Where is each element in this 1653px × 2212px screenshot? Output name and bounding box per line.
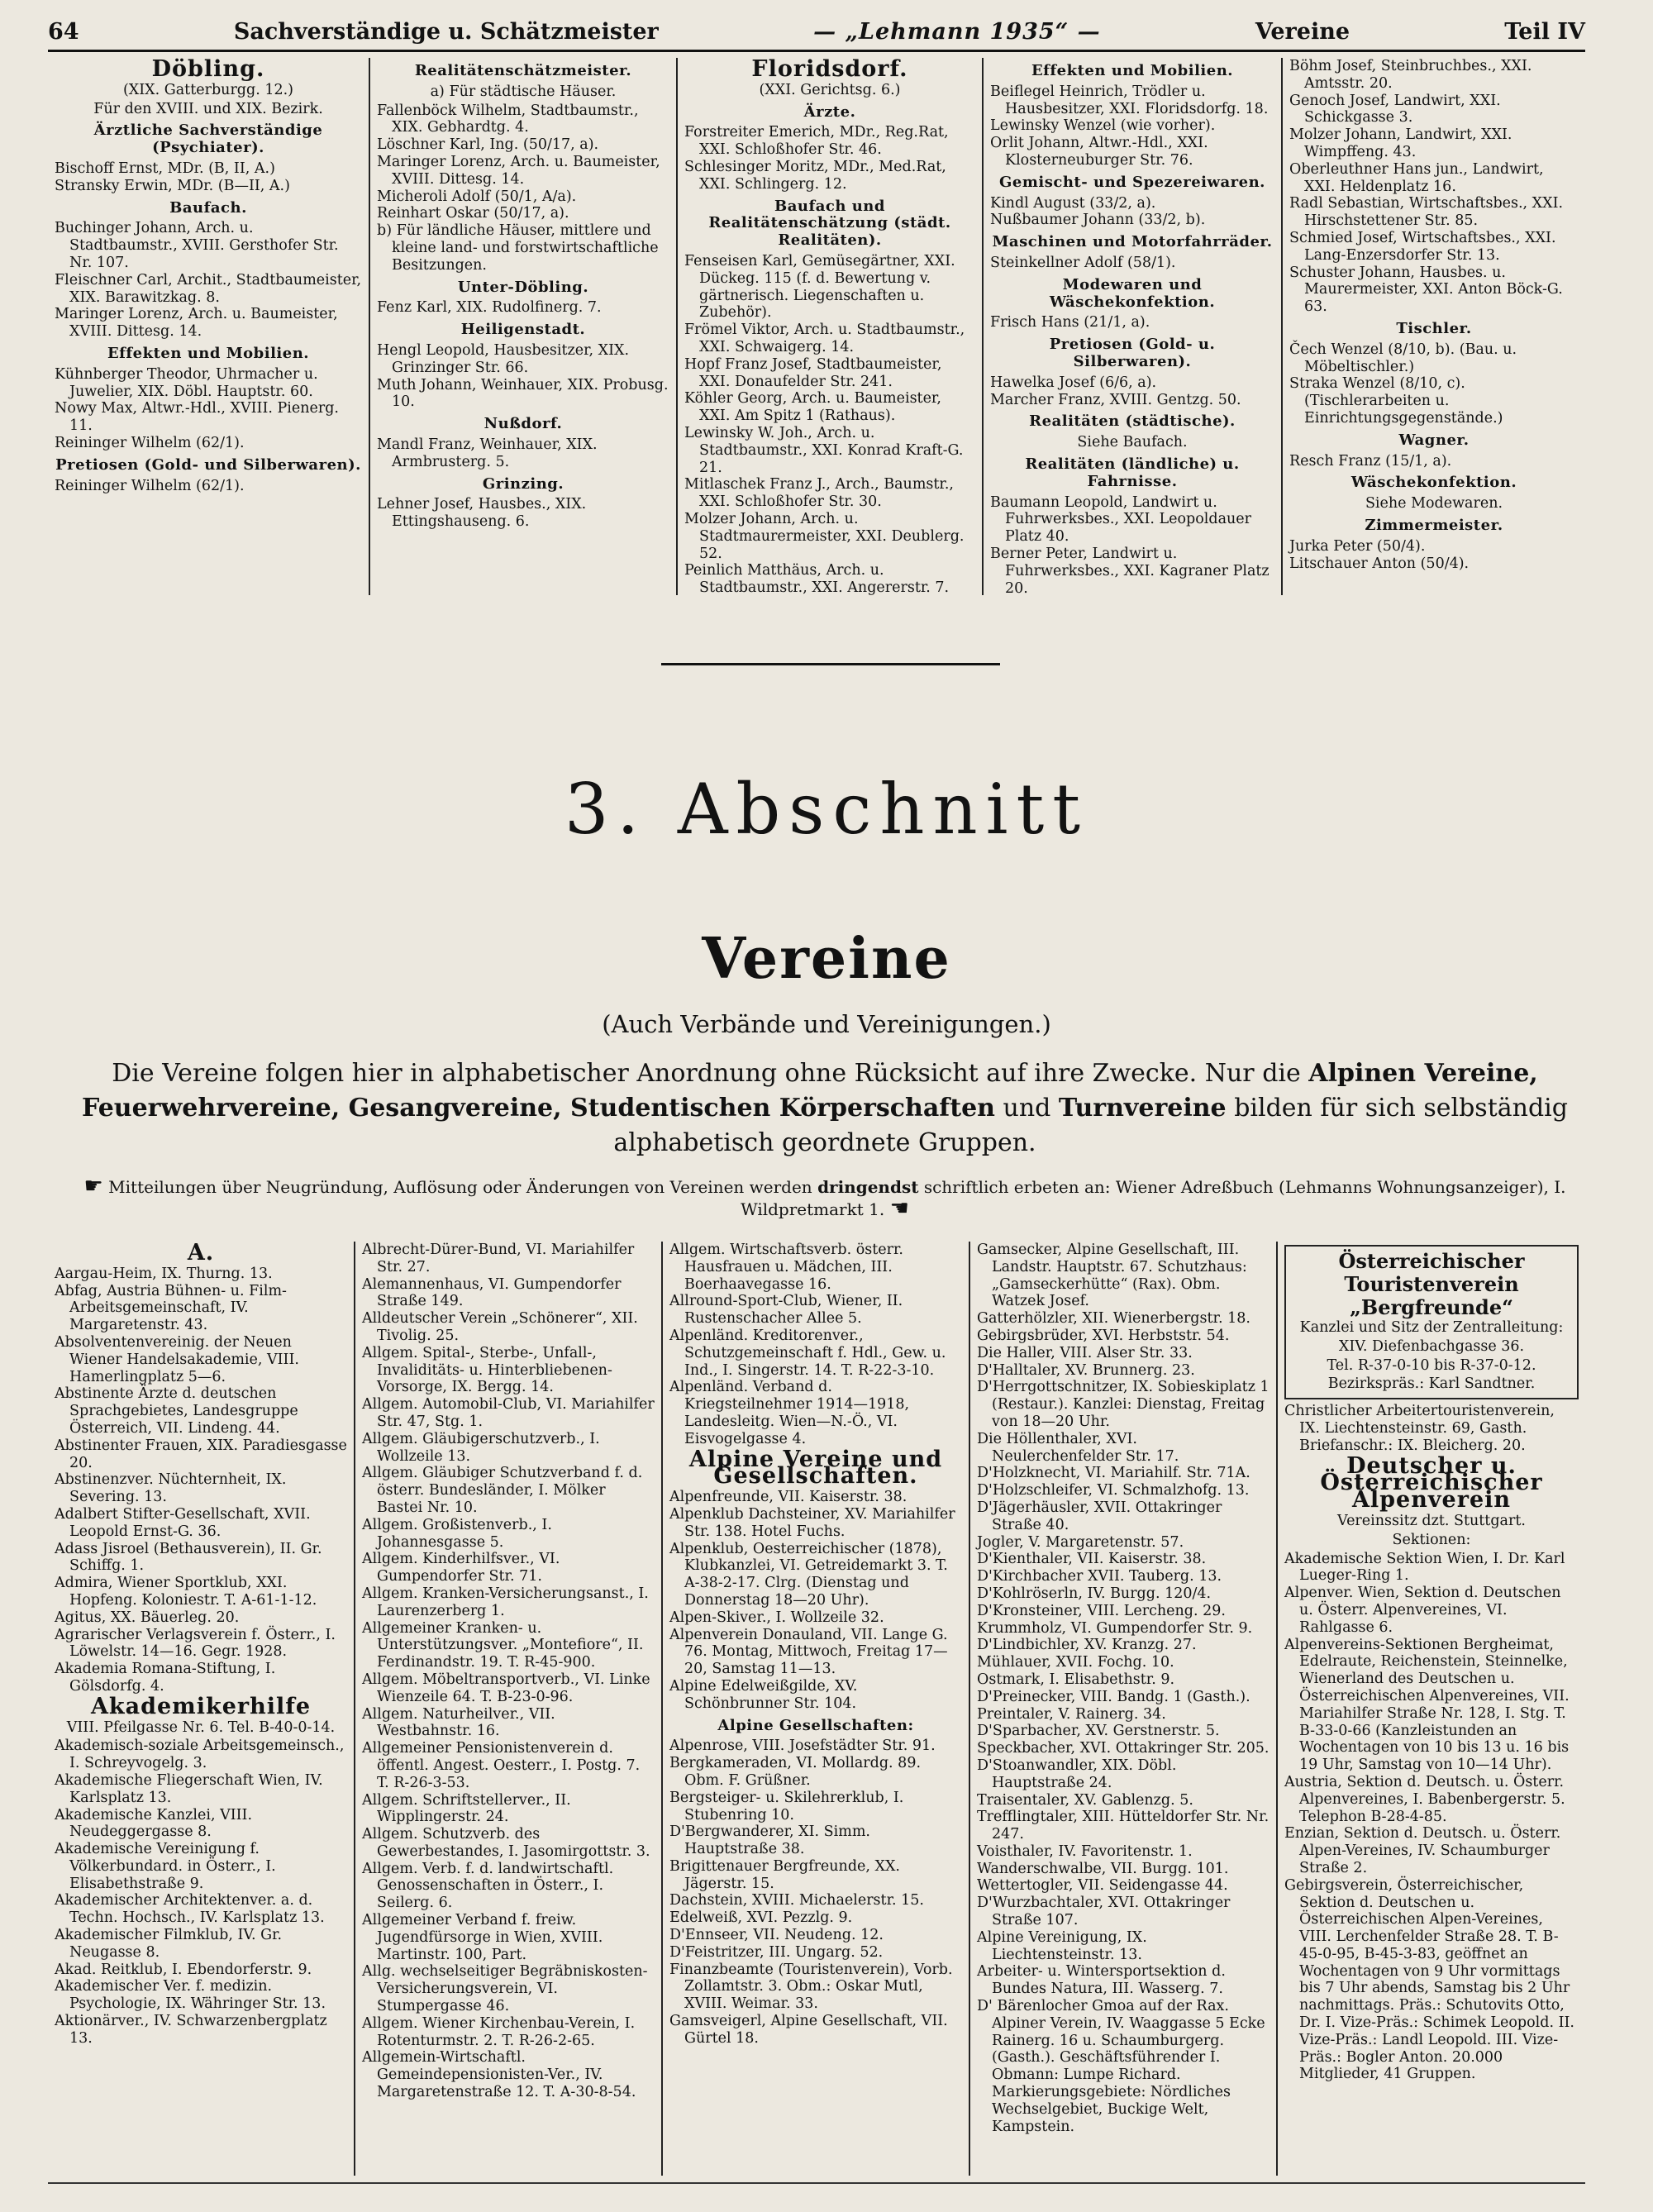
directory-entry: D'Bergwanderer, XI. Simm. Hauptstraße 38.: [669, 1823, 870, 1858]
page-number: 64: [48, 18, 79, 45]
directory-entry: Allgemein-Wirtschaftl. Gemeindepensionisten-Ver., IV. Margaretenstraße 12. T. A-30-8-54.: [362, 2049, 636, 2101]
directory-entry: Admira, Wiener Sportklub, XXI. Hopfeng. Koloniestr. T. A-61-1-12.: [55, 1575, 317, 1609]
section-divider: [661, 663, 1000, 665]
directory-entry: Albrecht-Dürer-Bund, VI. Mariahilfer Str. 27.: [362, 1242, 635, 1275]
directory-entry: Adalbert Stifter-Gesellschaft, XVII. Leopold Ernst-G. 36.: [55, 1505, 311, 1540]
directory-entry: Akad. Reitklub, I. Ebendorferstr. 9.: [55, 1961, 312, 1978]
directory-entry: Fenseisen Karl, Gemüsegärtner, XXI. Dückeg. 115 (f. d. Bewertung v. gärtnerisch. Liegenschaften u. Zubehör).: [684, 252, 955, 322]
boxed-entry-title: Österreichischer Touristenverein „Bergfreunde“: [1338, 1249, 1525, 1319]
directory-entry: Allgem. Gläubigerschutzverb., I. Wollzeile 13.: [362, 1430, 600, 1465]
directory-entry: Schuster Johann, Hausbes. u. Maurermeister, XXI. Anton Böck-G. 63.: [1289, 264, 1563, 316]
directory-entry: D'Holzschleifer, VI. Schmalzhofg. 13.: [977, 1482, 1250, 1499]
directory-entry: Steinkellner Adolf (58/1).: [990, 254, 1176, 271]
subheading: a) Für städtische Häuser.: [430, 83, 617, 100]
directory-entry: Molzer Johann, Arch. u. Stadtmaurermeister, XXI. Deublerg. 52.: [684, 510, 965, 562]
directory-entry: Alldeutscher Verein „Schönerer“, XII. Tivolig. 25.: [362, 1310, 638, 1344]
directory-entry: Micheroli Adolf (50/1, A/a).: [377, 188, 577, 205]
directory-entry: Allgemeiner Pensionistenverein d. öffentl. Angest. Oesterr., I. Postg. 7. T. R-26-3-53.: [362, 1740, 641, 1791]
directory-entry: Christlicher Arbeitertouristenverein, IX. Liechtensteinstr. 69, Gasth. Briefanschr.: IX. Bleicherg. 20.: [1284, 1403, 1555, 1454]
running-head-section: Vereine: [1255, 18, 1351, 45]
subheading: (XIX. Gatterburgg. 12.): [122, 81, 293, 98]
district-heading: Akademikerhilfe: [90, 1693, 312, 1719]
running-head-left: Sachverständige u. Schätzmeister: [233, 18, 659, 45]
subheading: Für den XVIII. und XIX. Bezirk.: [93, 100, 323, 117]
directory-entry: Beiflegel Heinrich, Trödler u. Hausbesitzer, XXI. Floridsdorfg. 18.: [990, 83, 1269, 117]
directory-entry: Frisch Hans (21/1, a).: [990, 314, 1150, 331]
intro-bold-1: Alpinen Vereine, Feuerwehrvereine, Gesangvereine, Studentischen Körperschaften: [82, 1059, 1538, 1123]
directory-entry: Akademische Kanzlei, VIII. Neudeggergasse 8.: [55, 1806, 253, 1841]
directory-entry: Alpenverein Donauland, VII. Lange G. 76. Montag, Mittwoch, Freitag 17—20, Samstag 11—13.: [669, 1626, 948, 1678]
directory-entry: Alpenklub, Oesterreichischer (1878), Klubkanzlei, VI. Getreidemarkt 3. T. A-38-2-17. Clrg. (Dienstag und Donnerstag 18—20 Uhr).: [669, 1540, 948, 1609]
category-heading: Zimmermeister.: [1365, 516, 1503, 534]
bottom-column-1: [48, 1242, 355, 2176]
notice-text-1: Mitteilungen über Neugründung, Auflösung oder Änderungen von Vereinen werden: [108, 1177, 812, 1197]
intro-text-2: und: [1003, 1094, 1051, 1123]
directory-entry: Allgem. Spital-, Sterbe-, Unfall-, Invaliditäts- u. Hinterbliebenen-Vorsorge, IX. Bergg. 14.: [362, 1344, 612, 1396]
top-column-3: [678, 58, 984, 595]
directory-entry: Arbeiter- u. Wintersportsektion d. Bundes Natura, III. Wasserg. 7.: [977, 1963, 1226, 1998]
boxed-entry-line: Tel. R-37-0-10 bis R-37-0-12.: [1327, 1356, 1536, 1374]
directory-entry: Maringer Lorenz, Arch. u. Baumeister, XVIII. Dittesg. 14.: [55, 306, 338, 341]
directory-entry: Berner Peter, Landwirt u. Fuhrwerksbes., XXI. Kagraner Platz 20.: [990, 545, 1270, 595]
directory-entry: Wanderschwalbe, VII. Burgg. 101.: [977, 1860, 1229, 1877]
directory-entry: Allgem. Schriftstellerver., II. Wipplingerstr. 24.: [362, 1791, 571, 1826]
boxed-entry-line: Bezirkspräs.: Karl Sandtner.: [1327, 1375, 1536, 1393]
directory-entry: Alpen-Skiver., I. Wollzeile 32.: [669, 1609, 884, 1626]
bottom-column-2: [355, 1242, 663, 2176]
directory-entry: Litschauer Anton (50/4).: [1289, 555, 1470, 572]
directory-entry: Böhm Josef, Steinbruchbes., XXI. Amtsstr. 20.: [1289, 58, 1532, 92]
directory-entry: D'Feistritzer, III. Ungarg. 52.: [669, 1943, 884, 1961]
directory-entry: D'Kohlröserln, IV. Burgg. 120/4.: [977, 1585, 1212, 1602]
directory-entry: Abfag, Austria Bühnen- u. Film-Arbeitsgemeinschaft, IV. Margaretenstr. 43.: [55, 1282, 287, 1334]
directory-entry: Allgem. Wirtschaftsverb. österr. Hausfrauen u. Mädchen, III. Boerhaavegasse 16.: [669, 1242, 903, 1293]
directory-entry: Akademia Romana-Stiftung, I. Gölsdorfg. 4.: [55, 1661, 276, 1695]
directory-entry: Gatterhölzler, XII. Wienerbergstr. 18.: [977, 1310, 1250, 1328]
directory-entry: Die Haller, VIII. Alser Str. 33.: [977, 1344, 1193, 1361]
directory-entry: Alpenrose, VIII. Josefstädter Str. 91.: [669, 1738, 936, 1755]
directory-entry: Fleischner Carl, Archit., Stadtbaumeister, XIX. Barawitzkag. 8.: [55, 271, 362, 306]
directory-entry: Aktionärver., IV. Schwarzenbergplatz 13.: [55, 2013, 327, 2047]
directory-entry: Gebirgsbrüder, XVI. Herbststr. 54.: [977, 1327, 1230, 1344]
subheading: Siehe Modewaren.: [1365, 495, 1503, 512]
category-heading: Baufach.: [169, 198, 247, 217]
directory-entry: Radl Sebastian, Wirtschaftsbes., XXI. Hirschstettener Str. 85.: [1289, 195, 1564, 230]
top-column-1: [48, 58, 370, 595]
directory-entry: Allgem. Möbeltransportverb., VI. Linke Wienzeile 64. T. B-23-0-96.: [362, 1671, 650, 1705]
subheading: VIII. Pfeilgasse Nr. 6. Tel. B-40-0-14.: [66, 1719, 336, 1736]
directory-entry: D'Kronsteiner, VIII. Lercheng. 29.: [977, 1602, 1226, 1619]
directory-entry: Maringer Lorenz, Arch. u. Baumeister, XVIII. Dittesg. 14.: [377, 153, 660, 188]
directory-entry: Peinlich Matthäus, Arch. u. Stadtbaumstr., XXI. Angererstr. 7.: [684, 562, 950, 595]
directory-entry: Mitlaschek Franz J., Arch., Baumstr., XXI. Schloßhofer Str. 30.: [684, 476, 954, 511]
directory-entry: Allgem. Kranken-Versicherungsanst., I. Laurenzerberg 1.: [362, 1585, 649, 1619]
directory-entry: Allgem. Automobil-Club, VI. Mariahilfer Str. 47, Stg. 1.: [362, 1396, 655, 1430]
directory-entry: Alpenfreunde, VII. Kaiserstr. 38.: [669, 1489, 907, 1506]
notice-text-2: schriftlich erbeten an: Wiener Adreßbuch (Lehmanns Wohnungsanzeiger), I. Wildpretmarkt 1.: [741, 1177, 1566, 1219]
directory-entry: Orlit Johann, Altwr.-Hdl., XXI. Klosterneuburger Str. 76.: [990, 135, 1208, 169]
category-heading: Ärzte.: [803, 102, 856, 121]
bottom-column-5: [1278, 1242, 1585, 2176]
directory-entry: Jogler, V. Margaretenstr. 57.: [977, 1533, 1184, 1551]
directory-entry: Alpine Vereinigung, IX. Liechtensteinstr. 13.: [977, 1928, 1147, 1963]
directory-entry: Akademisch-soziale Arbeitsgemeinsch., I. Schreyvogelg. 3.: [55, 1738, 345, 1772]
category-heading: Tischler.: [1396, 319, 1472, 337]
directory-entry: D'Holzknecht, VI. Mariahilf. Str. 71A.: [977, 1465, 1250, 1482]
district-heading: A.: [187, 1242, 215, 1266]
directory-entry: Fenz Karl, XIX. Rudolfinerg. 7.: [377, 299, 602, 317]
directory-entry: Die Höllenthaler, XVI. Neulerchenfelder Str. 17.: [977, 1430, 1179, 1465]
bottom-column-4: [970, 1242, 1278, 2176]
section-number-title: 3. Abschnitt: [564, 769, 1089, 850]
directory-entry: Resch Franz (15/1, a).: [1289, 452, 1452, 470]
category-heading: Realitäten (städtische).: [1029, 412, 1236, 431]
category-heading: Nußdorf.: [484, 415, 563, 433]
directory-entry: Alpenländ. Kreditorenver., Schutzgemeinschaft f. Hdl., Gew. u. Ind., I. Singerstr. 14. T. R-22-3-10.: [669, 1327, 946, 1379]
directory-entry: Kindl August (33/2, a).: [990, 194, 1156, 212]
directory-entry: Frömel Viktor, Arch. u. Stadtbaumstr., XXI. Schwaigerg. 14.: [684, 322, 965, 355]
directory-entry: Reininger Wilhelm (62/1).: [55, 477, 245, 494]
directory-entry: Traisentaler, XV. Gablenzg. 5.: [977, 1791, 1193, 1809]
category-heading: Wagner.: [1398, 431, 1470, 449]
directory-entry: Lewinsky Wenzel (wie vorher).: [990, 117, 1216, 135]
directory-entry: Alpenvereins-Sektionen Bergheimat, Edelraute, Reichenstein, Steinnelke, Wienerland des Deutschen u. Österreichischen Alpenvereines, VII. Mariahilfer Straße Nr. 128, I. Stg. T. B-33-0-66 (Kanzleistunden an Wochentagen von 10 bis 13 u. 16 bis 19 Uhr, Samstag von 10—14 Uhr).: [1284, 1636, 1570, 1774]
directory-entry: Oberleuthner Hans jun., Landwirt, XXI. Heldenplatz 16.: [1289, 160, 1544, 195]
directory-entry: Trefflingtaler, XIII. Hütteldorfer Str. Nr. 247.: [977, 1809, 1270, 1843]
directory-entry: Jurka Peter (50/4).: [1289, 537, 1426, 555]
directory-entry: Edelweiß, XVI. Pezzlg. 9.: [669, 1909, 853, 1927]
directory-entry: D'Kirchbacher XVII. Tauberg. 13.: [977, 1568, 1222, 1585]
directory-entry: Hawelka Josef (6/6, a).: [990, 374, 1157, 391]
category-heading: Unter-Döbling.: [457, 278, 589, 296]
directory-entry: Stransky Erwin, MDr. (B—II, A.): [55, 177, 290, 194]
boxed-entry-line: XIV. Diefenbachgasse 36.: [1338, 1337, 1525, 1355]
directory-entry: Akademischer Filmklub, IV. Gr. Neugasse 8.: [55, 1927, 283, 1961]
boxed-entry: [1284, 1245, 1579, 1399]
pointing-hand-icon: ☛: [83, 1174, 103, 1199]
directory-entry: D'Ennseer, VII. Neudeng. 12.: [669, 1927, 884, 1944]
directory-entry: Forstreiter Emerich, MDr., Reg.Rat, XXI. Schloßhofer Str. 46.: [684, 124, 949, 159]
category-heading: Baufach und Realitätenschätzung (städt. Realitäten).: [708, 197, 951, 250]
directory-entry: Alpine Edelweißgilde, XV. Schönbrunner Str. 104.: [669, 1677, 858, 1712]
category-heading: Alpine Gesellschaften:: [717, 1716, 914, 1734]
directory-entry: D'Lindbichler, XV. Kranzg. 27.: [977, 1637, 1197, 1654]
directory-entry: D'Sparbacher, XV. Gerstnerstr. 5.: [977, 1723, 1220, 1740]
category-heading: Modewaren und Wäschekonfektion.: [1049, 275, 1216, 311]
directory-entry: Marcher Franz, XVIII. Gentzg. 50.: [990, 391, 1241, 408]
district-heading: Döbling.: [151, 58, 265, 82]
directory-entry: Allgemeiner Kranken- u. Unterstützungsver. „Montefiore“, II. Ferdinandstr. 19. T. R-45-900.: [362, 1619, 644, 1671]
directory-entry: Čech Wenzel (8/10, b). (Bau. u. Möbeltischler.): [1289, 341, 1517, 375]
category-heading: Effekten und Mobilien.: [1031, 62, 1234, 79]
top-column-5: [1283, 58, 1585, 595]
directory-entry: Bergsteiger- u. Skilehrerklub, I. Stubenring 10.: [669, 1789, 904, 1823]
directory-entry: Löschner Karl, Ing. (50/17, a).: [377, 136, 599, 154]
category-heading: Pretiosen (Gold- u. Silberwaren).: [1049, 336, 1216, 370]
directory-entry: Fallenböck Wilhelm, Stadtbaumstr., XIX. Gebhardtg. 4.: [377, 102, 639, 136]
directory-entry: Allgem. Großistenverb., I. Johannesgasse 5.: [362, 1516, 552, 1551]
directory-entry: Allg. wechselseitiger Begräbniskosten-Versicherungsverein, VI. Stumpergasse 46.: [362, 1963, 648, 2015]
category-heading: Heiligenstadt.: [460, 321, 586, 339]
district-heading: Deutscher u. Österreichischer Alpenverein: [1320, 1452, 1543, 1514]
top-column-4: [984, 58, 1283, 595]
directory-entry: Akademische Vereinigung f. Völkerbundard. in Österr., I. Elisabethstraße 9.: [55, 1841, 276, 1892]
directory-entry: Schlesinger Moritz, MDr., Med.Rat, XXI. Schlingerg. 12.: [684, 158, 946, 193]
directory-entry: Abstinenzver. Nüchternheit, IX. Severing. 13.: [55, 1471, 287, 1506]
directory-entry: Lewinsky W. Joh., Arch. u. Stadtbaumstr., XXI. Konrad Kraft-G. 21.: [684, 424, 964, 476]
directory-entry: Adass Jisroel (Bethausverein), II. Gr. Schiffg. 1.: [55, 1540, 322, 1575]
directory-entry: Agrarischer Verlagsverein f. Österr., I. Löwelstr. 14—16. Gegr. 1928.: [55, 1626, 336, 1661]
bottom-column-3: [663, 1242, 970, 2176]
bottom-rule: [48, 2182, 1585, 2184]
directory-entry: Alemannenhaus, VI. Gumpendorfer Straße 149.: [362, 1275, 622, 1310]
pointing-hand-left-icon: ☚: [889, 1196, 909, 1221]
editorial-notice: [64, 1175, 1585, 1220]
directory-entry: Hengl Leopold, Hausbesitzer, XIX. Grinzinger Str. 66.: [377, 341, 630, 376]
directory-entry: D'Stoanwandler, XIX. Döbl. Hauptstraße 24.: [977, 1757, 1177, 1791]
category-heading: Wäschekonfektion.: [1351, 474, 1517, 492]
category-heading: Ärztliche Sachverständige (Psychiater).: [93, 122, 323, 157]
directory-entry: Mühlauer, XVII. Fochg. 10.: [977, 1654, 1174, 1671]
directory-entry: Genoch Josef, Landwirt, XXI. Schickgasse 3.: [1289, 92, 1501, 126]
district-heading: Floridsdorf.: [751, 58, 908, 82]
directory-entry: Absolventenvereinig. der Neuen Wiener Handelsakademie, VIII. Hamerlingplatz 5—6.: [55, 1333, 299, 1385]
directory-entry: Straka Wenzel (8/10, c). (Tischlerarbeiten u. Einrichtungsgegenstände.): [1289, 375, 1503, 427]
notice-bold: dringendst: [817, 1177, 919, 1197]
category-heading: Realitäten (ländliche) u. Fahrnisse.: [1025, 455, 1240, 490]
section-subtitle: (Auch Verbände und Vereinigungen.): [602, 1010, 1051, 1038]
directory-entry: Bergkameraden, VI. Mollardg. 89. Obm. F. Grüßner.: [669, 1755, 922, 1789]
directory-entry: Akademische Sektion Wien, I. Dr. Karl Lueger-Ring 1.: [1284, 1550, 1565, 1585]
running-head-part: Teil IV: [1504, 18, 1585, 45]
directory-entry: Gamsveigerl, Alpine Gesellschaft, VII. Gürtel 18.: [669, 2013, 948, 2047]
subheading: Siehe Baufach.: [1077, 434, 1188, 451]
directory-entry: Finanzbeamte (Touristenverein), Vorb. Zollamtstr. 3. Obm.: Oskar Mutl, XVIII. Weimar. 33.: [669, 1961, 953, 2013]
directory-entry: Abstinente Ärzte d. deutschen Sprachgebietes, Landesgruppe Österreich, VII. Lindeng. 44.: [55, 1385, 298, 1437]
subheading: Vereinssitz dzt. Stuttgart.: [1337, 1512, 1526, 1529]
directory-entry: Reininger Wilhelm (62/1).: [55, 434, 245, 451]
directory-entry: Akademischer Architektenver. a. d. Techn. Hochsch., IV. Karlsplatz 13.: [55, 1892, 325, 1927]
directory-entry: Dachstein, XVIII. Michaelerstr. 15.: [669, 1892, 924, 1909]
directory-entry: Akademischer Ver. f. medizin. Psychologie, IX. Währinger Str. 13.: [55, 1978, 326, 2013]
directory-entry: D'Kienthaler, VII. Kaiserstr. 38.: [977, 1551, 1207, 1568]
directory-entry: Allgem. Naturheilver., VII. Westbahnstr. 16.: [362, 1705, 555, 1740]
category-heading: Grinzing.: [482, 474, 564, 493]
directory-entry: Krummholz, VI. Gumpendorfer Str. 9.: [977, 1619, 1253, 1637]
directory-entry: Speckbacher, XVI. Ottakringer Str. 205.: [977, 1740, 1270, 1757]
directory-entry: Allgemeiner Verband f. freiw. Jugendfürsorge in Wien, XVIII. Martinstr. 100, Part.: [362, 1912, 603, 1963]
directory-entry: Preintaler, V. Rainerg. 34.: [977, 1705, 1166, 1723]
directory-entry: Voisthaler, IV. Favoritenstr. 1.: [977, 1843, 1193, 1860]
running-head: [48, 13, 1585, 52]
directory-entry: Allgem. Schutzverb. des Gewerbestandes, I. Jasomirgottstr. 3.: [362, 1826, 650, 1860]
directory-entry: D'Wurzbachtaler, XVI. Ottakringer Straße 107.: [977, 1895, 1231, 1929]
directory-entry: Ostmark, I. Elisabethstr. 9.: [977, 1671, 1175, 1688]
directory-entry: Aargau-Heim, IX. Thurng. 13.: [55, 1265, 273, 1282]
directory-entry: Agitus, XX. Bäuerleg. 20.: [55, 1609, 240, 1626]
boxed-entry-line: Kanzlei und Sitz der Zentralleitung:: [1299, 1319, 1564, 1336]
directory-entry: Köhler Georg, Arch. u. Baumeister, XXI. Am Spitz 1 (Rathaus).: [684, 390, 941, 425]
top-columns: [48, 58, 1585, 595]
intro-text-1: Die Vereine folgen hier in alphabetischer Anordnung ohne Rücksicht auf ihre Zwecke. Nur die: [112, 1059, 1301, 1088]
section-intro: [64, 1056, 1585, 1161]
intro-text-3: bilden für sich selbständig alphabetisch geordnete Gruppen.: [613, 1094, 1568, 1157]
directory-entry: b) Für ländliche Häuser, mittlere und kleine land- und forstwirtschaftliche Besitzungen.: [377, 222, 659, 274]
directory-entry: Hopf Franz Josef, Stadtbaumeister, XXI. Donaufelder Str. 241.: [684, 355, 942, 390]
directory-entry: Allgem. Gläubiger Schutzverband f. d. österr. Bundesländer, I. Mölker Bastei Nr. 10.: [362, 1465, 643, 1516]
directory-entry: Lehner Josef, Hausbes., XIX. Ettingshauseng. 6.: [377, 496, 587, 531]
directory-entry: Brigittenauer Bergfreunde, XX. Jägerstr. 15.: [669, 1857, 900, 1892]
directory-entry: D'Halltaler, XV. Brunnerg. 23.: [977, 1361, 1195, 1379]
directory-entry: Allgem. Verb. f. d. landwirtschaftl. Genossenschaften in Österr., I. Seilerg. 6.: [362, 1860, 614, 1912]
directory-entry: Allgem. Kinderhilfsver., VI. Gumpendorfer Str. 71.: [362, 1551, 560, 1585]
directory-entry: Kühnberger Theodor, Uhrmacher u. Juwelier, XIX. Döbl. Hauptstr. 60.: [55, 365, 318, 400]
top-column-2: [370, 58, 678, 595]
directory-entry: Molzer Johann, Landwirt, XXI. Wimpffeng. 43.: [1289, 126, 1512, 160]
intro-bold-2: Turnvereine: [1058, 1094, 1227, 1123]
directory-entry: D'Jägerhäusler, XVII. Ottakringer Straße 40.: [977, 1499, 1222, 1533]
district-heading: Alpine Vereine und Gesellschaften.: [688, 1446, 943, 1490]
directory-entry: Allround-Sport-Club, Wiener, II. Rustenschacher Allee 5.: [669, 1293, 903, 1328]
directory-entry: Reinhart Oskar (50/17, a).: [377, 205, 569, 222]
directory-entry: D' Bärenlocher Gmoa auf der Rax. Alpiner Verein, IV. Waaggasse 5 Ecke Rainerg. 16 u. Schaumburgerg. (Gasth.). Geschäftsführender I. Obmann: Lumpe Richard. Markierungsgebiete: Nördliches Wechselgebiet, Buckige Welt, Kampstein.: [977, 1998, 1265, 2135]
directory-entry: Abstinenter Frauen, XIX. Paradiesgasse 20.: [55, 1437, 347, 1471]
directory-entry: Buchinger Johann, Arch. u. Stadtbaumstr., XVIII. Gersthofer Str. Nr. 107.: [55, 220, 339, 271]
directory-entry: D'Preinecker, VIII. Bandg. 1 (Gasth.).: [977, 1688, 1250, 1705]
directory-entry: Enzian, Sektion d. Deutsch. u. Österr. Alpen-Vereines, IV. Schaumburger Straße 2.: [1284, 1825, 1561, 1876]
category-heading: Gemischt- und Spezereiwaren.: [999, 173, 1265, 191]
directory-entry: Alpenver. Wien, Sektion d. Deutschen u. Österr. Alpenvereines, VI. Rahlgasse 6.: [1284, 1585, 1561, 1636]
subheading: Sektionen:: [1392, 1531, 1471, 1548]
directory-entry: Akademische Fliegerschaft Wien, IV. Karlsplatz 13.: [55, 1771, 323, 1806]
directory-entry: Allgem. Wiener Kirchenbau-Verein, I. Rotenturmstr. 2. T. R-26-2-65.: [362, 2014, 636, 2049]
directory-entry: Nowy Max, Altwr.-Hdl., XVIII. Pienerg. 11.: [55, 400, 339, 435]
running-head-title: — „Lehmann 1935“ —: [813, 18, 1101, 45]
bottom-columns: [48, 1242, 1585, 2176]
directory-entry: Schmied Josef, Wirtschaftsbes., XXI. Lang-Enzersdorfer Str. 13.: [1289, 229, 1556, 264]
directory-entry: D'Herrgottschnitzer, IX. Sobieskiplatz 1 (Restaur.). Kanzlei: Dienstag, Freitag von 18—20 Uhr.: [977, 1379, 1270, 1430]
directory-entry: Baumann Leopold, Landwirt u. Fuhrwerksbes., XXI. Leopoldauer Platz 40.: [990, 493, 1251, 546]
subheading: (XXI. Gerichtsg. 6.): [759, 81, 901, 98]
directory-entry: Wettertogler, VII. Seidengasse 44.: [977, 1877, 1228, 1895]
section-title: Vereine: [702, 926, 951, 992]
directory-entry: Mandl Franz, Weinhauer, XIX. Armbrusterg. 5.: [377, 436, 598, 470]
category-heading: Pretiosen (Gold- und Silberwaren).: [55, 455, 361, 474]
directory-entry: Nußbaumer Johann (33/2, b).: [990, 212, 1206, 229]
category-heading: Maschinen und Motorfahrräder.: [992, 233, 1273, 251]
directory-entry: Gamsecker, Alpine Gesellschaft, III. Landstr. Hauptstr. 67. Schutzhaus: „Gamseckerhütte“ (Rax). Obm. Watzek Josef.: [977, 1242, 1247, 1310]
category-heading: Effekten und Mobilien.: [107, 344, 310, 362]
directory-entry: Alpenländ. Verband d. Kriegsteilnehmer 1914—1918, Landesleitg. Wien—N.-Ö., VI. Eisvogelgasse 4.: [669, 1379, 910, 1447]
category-heading: Realitätenschätzmeister.: [414, 62, 632, 79]
directory-entry: Bischoff Ernst, MDr. (B, II, A.): [55, 160, 275, 177]
directory-entry: Gebirgsverein, Österreichischer, Sektion d. Deutschen u. Österreichischen Alpen-Vereines, VIII. Lerchenfelder Straße 28. T. B-45-0-95, B-45-3-83, geöffnet an Wochentagen von 9 Uhr vormittags bis 7 Uhr abends, Samstag bis 2 Uhr nachmittags. Präs.: Schutovits Otto, Dr. I. Vize-Präs.: Schimek Leopold. II. Vize-Präs.: Landl Leopold. III. Vize-Präs.: Bogler Anton. 20.000 Mitglieder, 41 Gruppen.: [1284, 1876, 1574, 2083]
directory-entry: Muth Johann, Weinhauer, XIX. Probusg. 10.: [377, 376, 669, 411]
directory-entry: Austria, Sektion d. Deutsch. u. Österr. Alpenvereines, I. Babenbergerstr. 5. Telephon B-28-4-85.: [1284, 1773, 1565, 1825]
directory-entry: Alpenklub Dachsteiner, XV. Mariahilfer Str. 138. Hotel Fuchs.: [669, 1505, 955, 1540]
